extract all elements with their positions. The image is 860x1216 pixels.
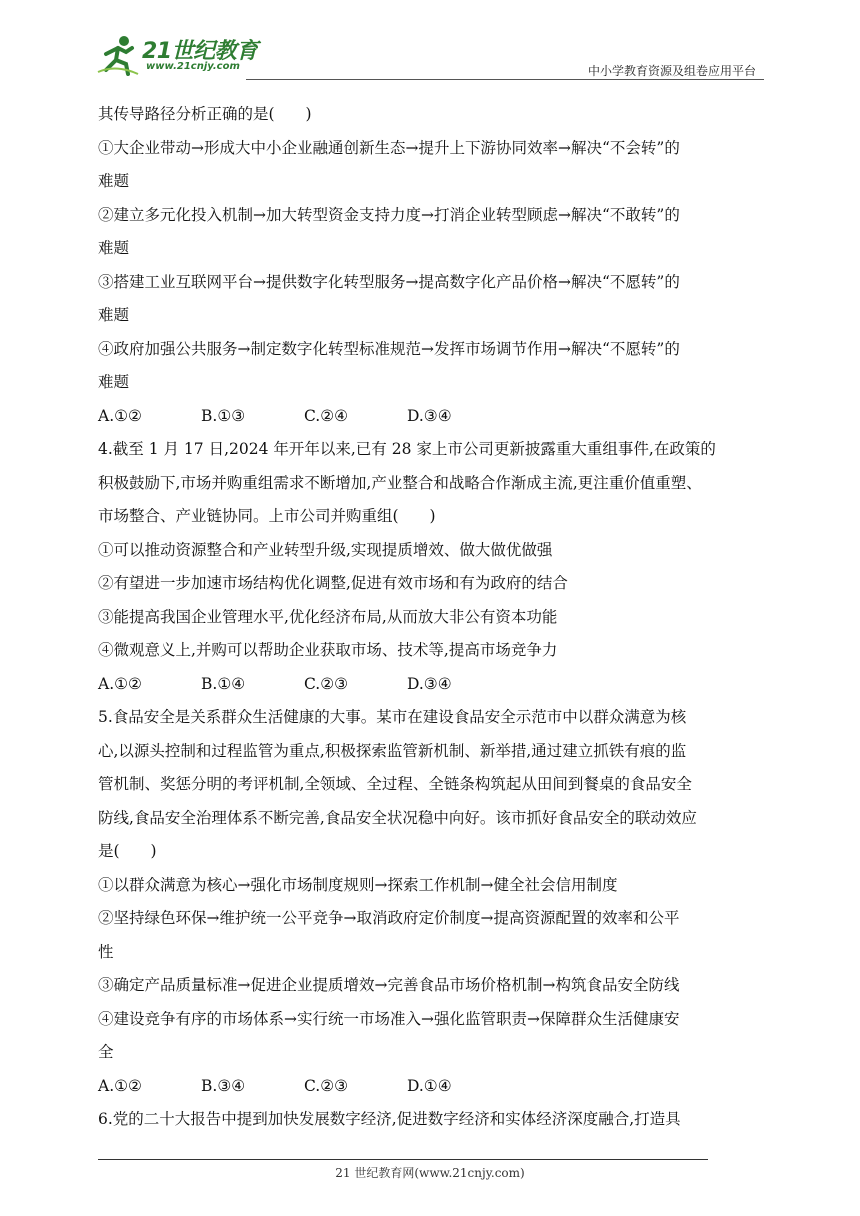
option-c[interactable]: C.②③ <box>304 1076 349 1095</box>
option-b[interactable]: B.③④ <box>201 1076 246 1095</box>
question-6-stem: 6.党的二十大报告中提到加快发展数字经济,促进数字经济和实体经济深度融合,打造具 <box>98 1110 681 1128</box>
question-5-stem-cont: 心,以源头控制和过程监管为重点,积极探索监管新机制、新举措,通过建立抓铁有痕的监 <box>98 741 687 760</box>
option-a[interactable]: A.①② <box>98 674 142 693</box>
question-text-line: 其传导路径分析正确的是( ) <box>98 105 312 123</box>
choice-statement-cont: 全 <box>98 1043 114 1061</box>
option-c[interactable]: C.②③ <box>304 674 349 693</box>
choice-statement: ③确定产品质量标准→促进企业提质增效→完善食品市场价格机制→构筑食品安全防线 <box>98 976 680 994</box>
choice-statement: ①大企业带动→形成大中小企业融通创新生态→提升上下游协同效率→解决“不会转”的 <box>98 138 680 157</box>
option-d[interactable]: D.③④ <box>407 406 452 425</box>
option-b[interactable]: B.①④ <box>201 674 246 693</box>
option-b[interactable]: B.①③ <box>201 406 246 425</box>
choice-statement: ②坚持绿色环保→维护统一公平竞争→取消政府定价制度→提高资源配置的效率和公平 <box>98 909 680 927</box>
question-4-stem: 4.截至 1 月 17 日,2024 年开年以来,已有 28 家上市公司更新披露重大重组事件,在政策的 <box>98 440 716 458</box>
question-5-stem: 5.食品安全是关系群众生活健康的大事。某市在建设食品安全示范市中以群众满意为核 <box>98 708 687 726</box>
platform-name: 中小学教育资源及组卷应用平台 <box>587 64 756 78</box>
choice-statement: ①以群众满意为核心→强化市场制度规则→探索工作机制→健全社会信用制度 <box>98 875 618 894</box>
choice-statement-cont: 难题 <box>98 306 130 324</box>
question-5-stem-cont: 管机制、奖惩分明的考评机制,全领域、全过程、全链条构筑起从田间到餐桌的食品安全 <box>98 775 692 793</box>
option-d[interactable]: D.①④ <box>407 1076 452 1095</box>
choice-statement: ③能提高我国企业管理水平,优化经济布局,从而放大非公有资本功能 <box>98 607 558 626</box>
answer-options-q4 <box>98 668 766 702</box>
question-4-stem-cont: 积极鼓励下,市场并购重组需求不断增加,产业整合和战略合作渐成主流,更注重价值重塑、 <box>98 473 702 492</box>
logo-url: www.21cnjy.com <box>146 61 240 72</box>
footer-divider <box>98 1159 708 1160</box>
choice-statement: ③搭建工业互联网平台→提供数字化转型服务→提高数字化产品价格→解决“不愿转”的 <box>98 272 680 291</box>
question-content <box>98 98 766 1137</box>
choice-statement: ②有望进一步加速市场结构优化调整,促进有效市场和有为政府的结合 <box>98 574 568 592</box>
option-d[interactable]: D.③④ <box>407 674 452 693</box>
choice-statement: ④微观意义上,并购可以帮助企业获取市场、技术等,提高市场竞争力 <box>98 641 558 659</box>
answer-options-q3 <box>98 400 766 434</box>
choice-statement-cont: 难题 <box>98 239 130 257</box>
option-a[interactable]: A.①② <box>98 406 142 425</box>
choice-statement-cont: 性 <box>98 942 114 961</box>
site-logo[interactable] <box>96 30 266 78</box>
question-4-stem-cont: 市场整合、产业链协同。上市公司并购重组( ) <box>98 507 436 525</box>
choice-statement: ②建立多元化投入机制→加大转型资金支持力度→打消企业转型顾虑→解决“不敢转”的 <box>98 205 680 224</box>
option-c[interactable]: C.②④ <box>304 406 349 425</box>
page-footer[interactable]: 21 世纪教育网(www.21cnjy.com) <box>335 1166 525 1180</box>
choice-statement: ④政府加强公共服务→制定数字化转型标准规范→发挥市场调节作用→解决“不愿转”的 <box>98 339 680 358</box>
page-header <box>96 30 764 80</box>
question-5-stem-cont: 是( ) <box>98 842 157 860</box>
question-5-stem-cont: 防线,食品安全治理体系不断完善,食品安全状况稳中向好。该市抓好食品安全的联动效应 <box>98 808 697 827</box>
header-divider <box>246 79 764 80</box>
answer-options-q5 <box>98 1070 766 1104</box>
logo-title: 21世纪教育 <box>142 39 258 64</box>
choice-statement: ①可以推动资源整合和产业转型升级,实现提质增效、做大做优做强 <box>98 540 553 559</box>
option-a[interactable]: A.①② <box>98 1076 142 1095</box>
choice-statement: ④建设竞争有序的市场体系→实行统一市场准入→强化监管职责→保障群众生活健康安 <box>98 1009 680 1028</box>
choice-statement-cont: 难题 <box>98 373 130 391</box>
runner-logo-icon <box>96 34 140 76</box>
choice-statement-cont: 难题 <box>98 172 130 190</box>
